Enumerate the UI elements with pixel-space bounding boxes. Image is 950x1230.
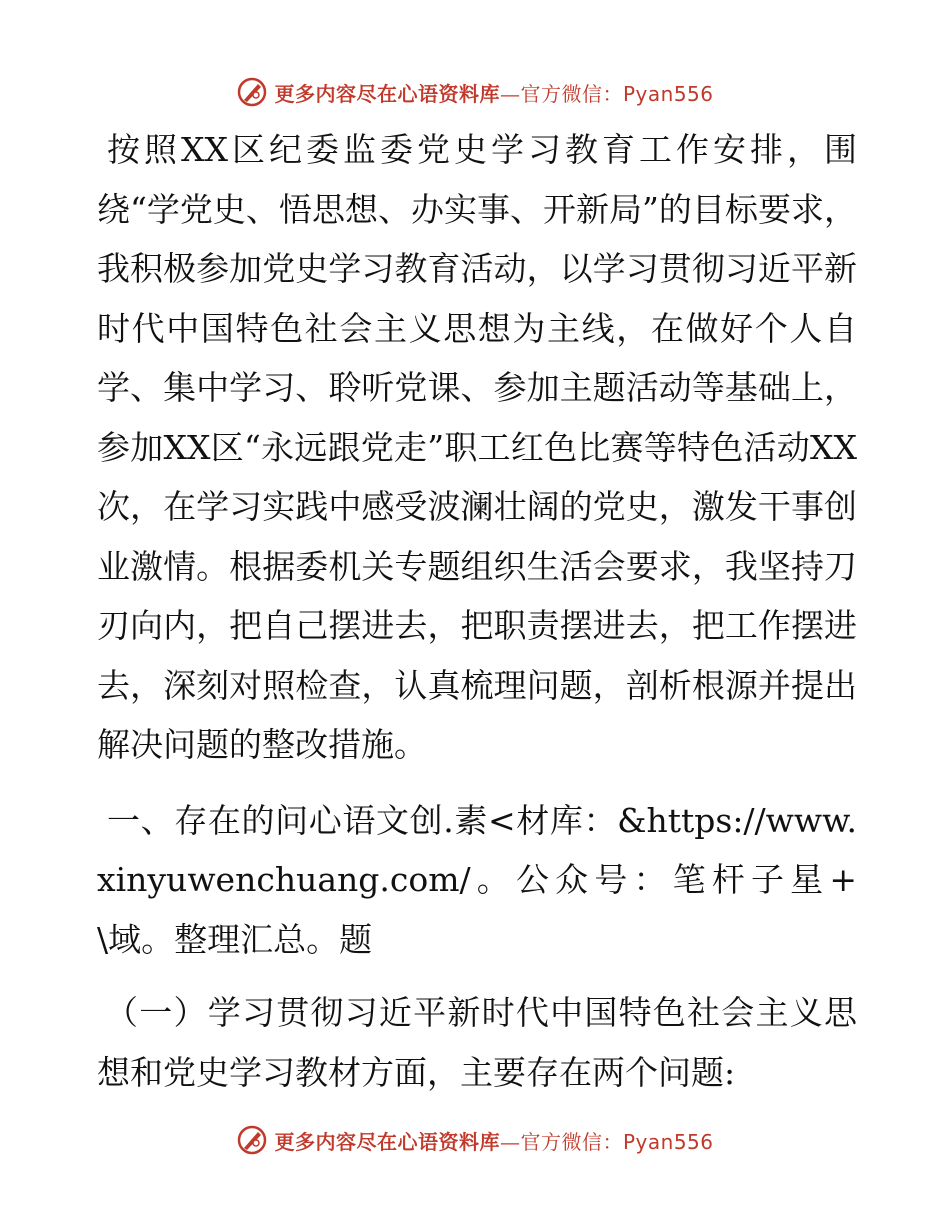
watermark-text <box>274 78 713 107</box>
footer-watermark <box>0 1120 950 1160</box>
watermark-separator: — <box>499 1129 521 1154</box>
watermark-wechat-id: Pyan556 <box>622 81 714 106</box>
header-watermark <box>0 72 950 112</box>
watermark-separator: — <box>499 81 521 106</box>
watermark-text <box>274 1126 713 1155</box>
pen-logo-icon <box>236 1124 268 1156</box>
body-paragraph: 按照XX区纪委监委党史学习教育工作安排，围绕“学党史、悟思想、办实事、开新局”的目标要求，我积极参加党史学习教育活动，以学习贯彻习近平新时代中国特色社会主义思想为主线，在做好个人自学、集中学习、聆听党课、参加主题活动等基础上，参加XX区“永远跟党走”职工红色比赛等特色活动XX次，在学习实践中感受波澜壮阔的党史，激发干事创业激情。根据委机关专题组织生活会要求，我坚持刀刃向内，把自己摆进去，把职责摆进去，把工作摆进去，深刻对照检查，认真梳理问题，剖析根源并提出解决问题的整改措施。 <box>97 130 857 764</box>
section-heading-problems: 一、存在的问心语文创.素<材库：&https://www.xinyuwenchuang.com/。公众号：笔杆子星+\域。整理汇总。题 <box>97 800 857 959</box>
subsection-heading-1: （一）学习贯彻习近平新时代中国特色社会主义思想和党史学习教材方面，主要存在两个问题: <box>97 993 857 1092</box>
watermark-wechat-label: 官方微信： <box>520 81 623 106</box>
watermark-site-text: 更多内容尽在心语资料库 <box>274 81 500 106</box>
watermark-wechat-label: 官方微信： <box>520 1129 623 1154</box>
pen-logo-icon <box>236 76 268 108</box>
watermark-wechat-id: Pyan556 <box>622 1129 714 1154</box>
document-body <box>97 120 857 1102</box>
watermark-site-text: 更多内容尽在心语资料库 <box>274 1129 500 1154</box>
